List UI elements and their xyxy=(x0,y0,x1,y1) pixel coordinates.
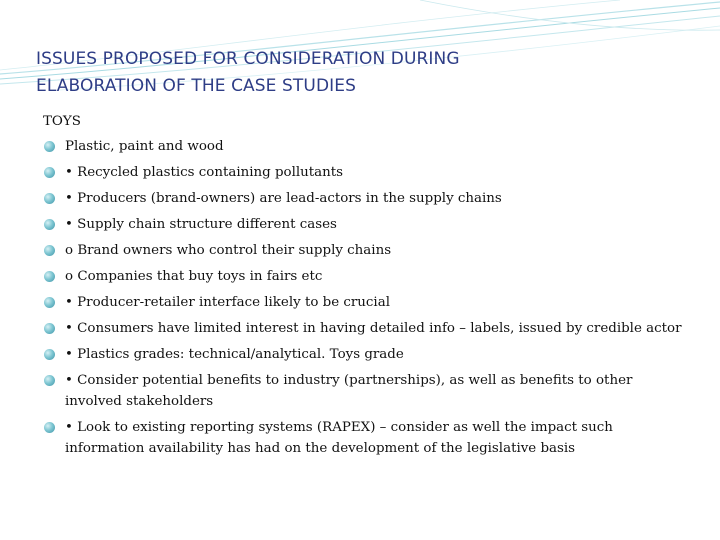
slide-body xyxy=(43,110,683,464)
bullet-icon xyxy=(44,349,55,360)
bullet-icon xyxy=(44,167,55,178)
title-line-2: ELABORATION OF THE CASE STUDIES xyxy=(36,76,356,96)
list-item-text: • Recycled plastics containing pollutants xyxy=(65,165,344,180)
list-item-text: • Consider potential benefits to industry (partnerships), as well as benefits to other involved stakeholders xyxy=(65,373,633,409)
list-item xyxy=(43,240,683,261)
bullet-icon xyxy=(44,219,55,230)
bullet-icon xyxy=(44,323,55,334)
list-item-text: • Plastics grades: technical/analytical. Toys grade xyxy=(65,347,404,362)
list-item xyxy=(43,417,683,459)
bullet-icon xyxy=(44,297,55,308)
list-item xyxy=(43,136,683,157)
title-line-1: ISSUES PROPOSED FOR CONSIDERATION DURING xyxy=(36,49,460,69)
bullet-icon xyxy=(44,193,55,204)
bullet-icon xyxy=(44,271,55,282)
list-item-text: o Companies that buy toys in fairs etc xyxy=(65,269,323,284)
bullet-icon xyxy=(44,141,55,152)
bullet-icon xyxy=(44,422,55,433)
list-item xyxy=(43,318,683,339)
list-item-text: • Producer-retailer interface likely to be crucial xyxy=(65,295,390,310)
list-item xyxy=(43,162,683,183)
slide-title xyxy=(36,46,696,100)
list-item-text: • Consumers have limited interest in having detailed info – labels, issued by credible actor xyxy=(65,321,682,336)
list-item-text: • Supply chain structure different cases xyxy=(65,217,337,232)
list-item xyxy=(43,214,683,235)
list-item xyxy=(43,292,683,313)
bullet-icon xyxy=(44,375,55,386)
list-item-text: • Look to existing reporting systems (RAPEX) – consider as well the impact such information availability has had on the development of the legislative basis xyxy=(65,420,613,456)
list-item-text: Plastic, paint and wood xyxy=(65,139,224,154)
list-item xyxy=(43,266,683,287)
list-item xyxy=(43,370,683,412)
bullet-icon xyxy=(44,245,55,256)
bullet-list xyxy=(43,136,683,459)
list-item-text: o Brand owners who control their supply chains xyxy=(65,243,392,258)
list-item xyxy=(43,344,683,365)
list-item-text: • Producers (brand-owners) are lead-actors in the supply chains xyxy=(65,191,502,206)
list-item xyxy=(43,188,683,209)
section-heading: TOYS xyxy=(43,114,81,129)
